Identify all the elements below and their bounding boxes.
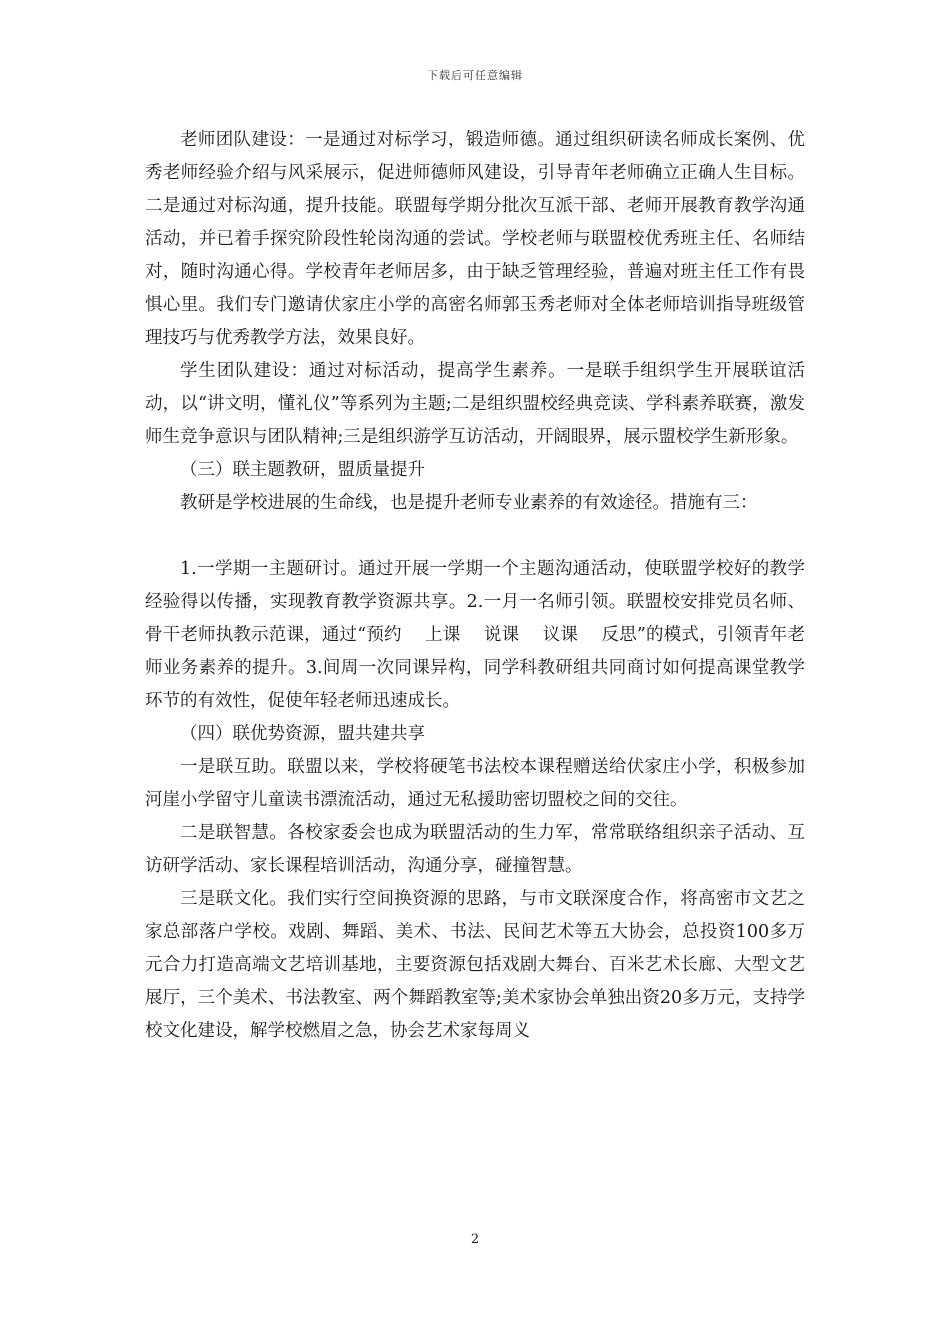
paragraph-research-measures: 1.一学期一主题研讨。通过开展一学期一个主题沟通活动，使联盟学校好的教学经验得以传播，实现教育教学资源共享。2.一月一名师引领。联盟校安排党员名师、骨干老师执教示范课，通过“预约 上课 说课 议课 反思”的模式，引领青年老师业务素养的提升。3.间周一次同课异构，同学科教研组共同商讨如何提高课堂教学环节的有效性，促使年轻老师迅速成长。 — [145, 559, 805, 711]
section-heading-4: （四）联优势资源，盟共建共享 — [180, 724, 425, 744]
paragraph-teacher-team: 老师团队建设：一是通过对标学习，锻造师德。通过组织研读名师成长案例、优秀老师经验介绍与风采展示，促进师德师风建设，引导青年老师确立正确人生目标。二是通过对标沟通，提升技能。联盟每学期分批次互派干部、老师开展教育教学沟通活动，并已着手探究阶段性轮岗沟通的尝试。学校老师与联盟校优秀班主任、名师结对，随时沟通心得。学校青年老师居多，由于缺乏管理经验，普遍对班主任工作有畏惧心里。我们专门邀请伏家庄小学的高密名师郭玉秀老师对全体老师培训指导班级管理技巧与优秀教学方法，效果良好。 — [145, 130, 805, 348]
document-body — [145, 124, 805, 1048]
page-number: 2 — [470, 1232, 480, 1247]
blank-line — [145, 520, 805, 553]
paragraph-wisdom: 二是联智慧。各校家委会也成为联盟活动的生力军，常常联络组织亲子活动、互访研学活动、家长课程培训活动，沟通分享，碰撞智慧。 — [145, 823, 805, 876]
section-heading-3: （三）联主题教研，盟质量提升 — [180, 460, 425, 480]
paragraph-research-intro: 教研是学校进展的生命线，也是提升老师专业素养的有效途径。措施有三： — [180, 493, 758, 513]
page-header: 下载后可任意编辑 — [427, 69, 523, 82]
paragraph-mutual-aid: 一是联互助。联盟以来，学校将硬笔书法校本课程赠送给伏家庄小学，积极参加河崖小学留守儿童读书漂流活动，通过无私援助密切盟校之间的交往。 — [145, 757, 805, 810]
paragraph-student-team: 学生团队建设：通过对标活动，提高学生素养。一是联手组织学生开展联谊活动，以“讲文明，懂礼仪”等系列为主题;二是组织盟校经典竞读、学科素养联赛，激发师生竞争意识与团队精神;三是组织游学互访活动，开阔眼界，展示盟校学生新形象。 — [145, 361, 805, 447]
paragraph-culture: 三是联文化。我们实行空间换资源的思路，与市文联深度合作，将高密市文艺之家总部落户学校。戏剧、舞蹈、美术、书法、民间艺术等五大协会，总投资100多万元合力打造高端文艺培训基地，主要资源包括戏剧大舞台、百米艺术长廊、大型文艺展厅，三个美术、书法教室、两个舞蹈教室等;美术家协会单独出资20多万元，支持学校文化建设，解学校燃眉之急，协会艺术家每周义 — [145, 889, 805, 1041]
